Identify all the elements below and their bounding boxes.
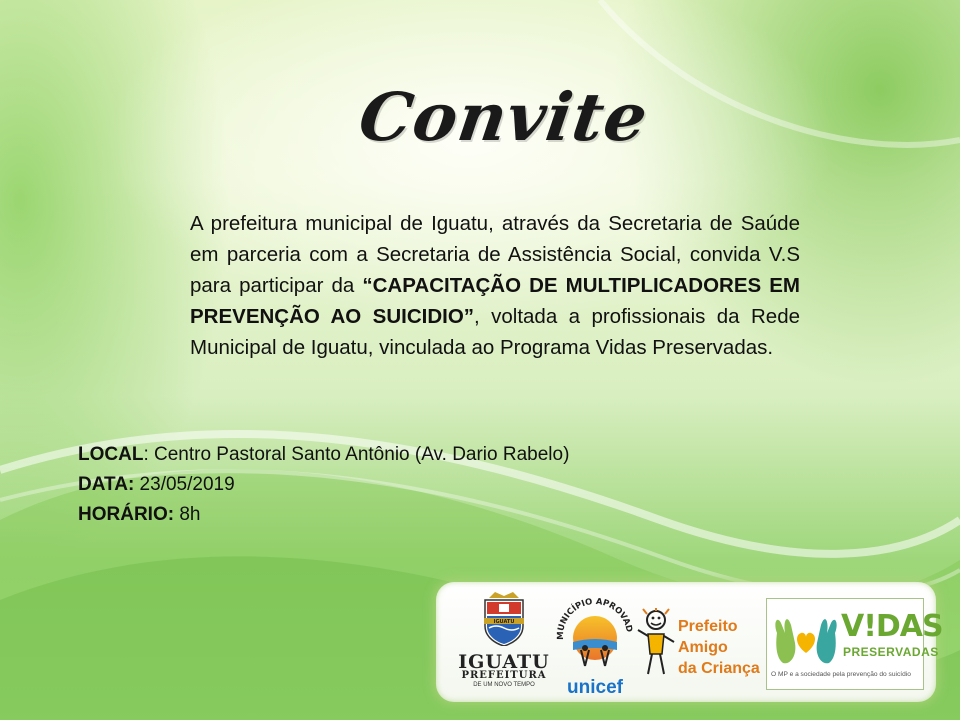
time-value: 8h [174,504,201,525]
local-label: LOCAL [78,444,144,465]
city-shield-icon [481,592,527,646]
amigo-line: Amigo [678,639,728,656]
time-label: HORÁRIO: [78,504,175,525]
child-figure-icon [636,608,676,678]
vidas-preservadas-logo [766,598,943,690]
prefeito-line: Prefeito [678,618,738,635]
date-label: DATA: [78,474,135,495]
shield-text: IGUATU [493,619,515,625]
iguatu-prefeitura-logo [454,592,554,696]
local-row [78,440,678,470]
invitation-part-1: A prefeitura municipal de Iguatu, através da Secretaria de Saúde em parceria com a Secretaria de Assistência Social, convida V.S para participar da [190,212,800,297]
iguatu-tag: DE UM NOVO TEMPO [473,682,535,688]
invitation-text [190,208,800,363]
prefeito-amigo-logo [636,608,766,688]
prefeito-amigo-text [678,616,760,679]
hands-heart-icon [771,603,841,671]
time-row [78,500,678,530]
local-value: : Centro Pastoral Santo Antônio (Av. Dario Rabelo) [143,444,570,465]
invitation-part-2: , voltada a profissionais da Rede Municipal de Iguatu, vinculada ao Programa Vidas Preservadas. [190,305,800,359]
event-name: “CAPACITAÇÃO DE MULTIPLICADORES EM PREVENÇÃO AO SUICIDIO” [190,274,800,328]
date-row [78,470,678,500]
vidas-tagline: O MP e a sociedade pela prevenção do suicídio [771,671,911,678]
vidas-sub: PRESERVADAS [843,645,939,659]
unicef-arc-text: MUNICÍPIO APROVAD [555,596,634,640]
unicef-name: unicef [567,677,623,698]
logo-panel [436,582,943,702]
municipio-aprovado-icon [555,592,635,674]
date-value: 23/05/2019 [134,474,235,495]
page-title: Convite [354,78,653,156]
crianca-line: da Criança [678,660,760,677]
iguatu-sub: PREFEITURA [461,670,547,681]
unicef-logo [554,592,636,696]
vidas-name: V!DAS [841,609,943,644]
iguatu-name: IGUATU [458,651,550,673]
event-details [78,440,678,530]
